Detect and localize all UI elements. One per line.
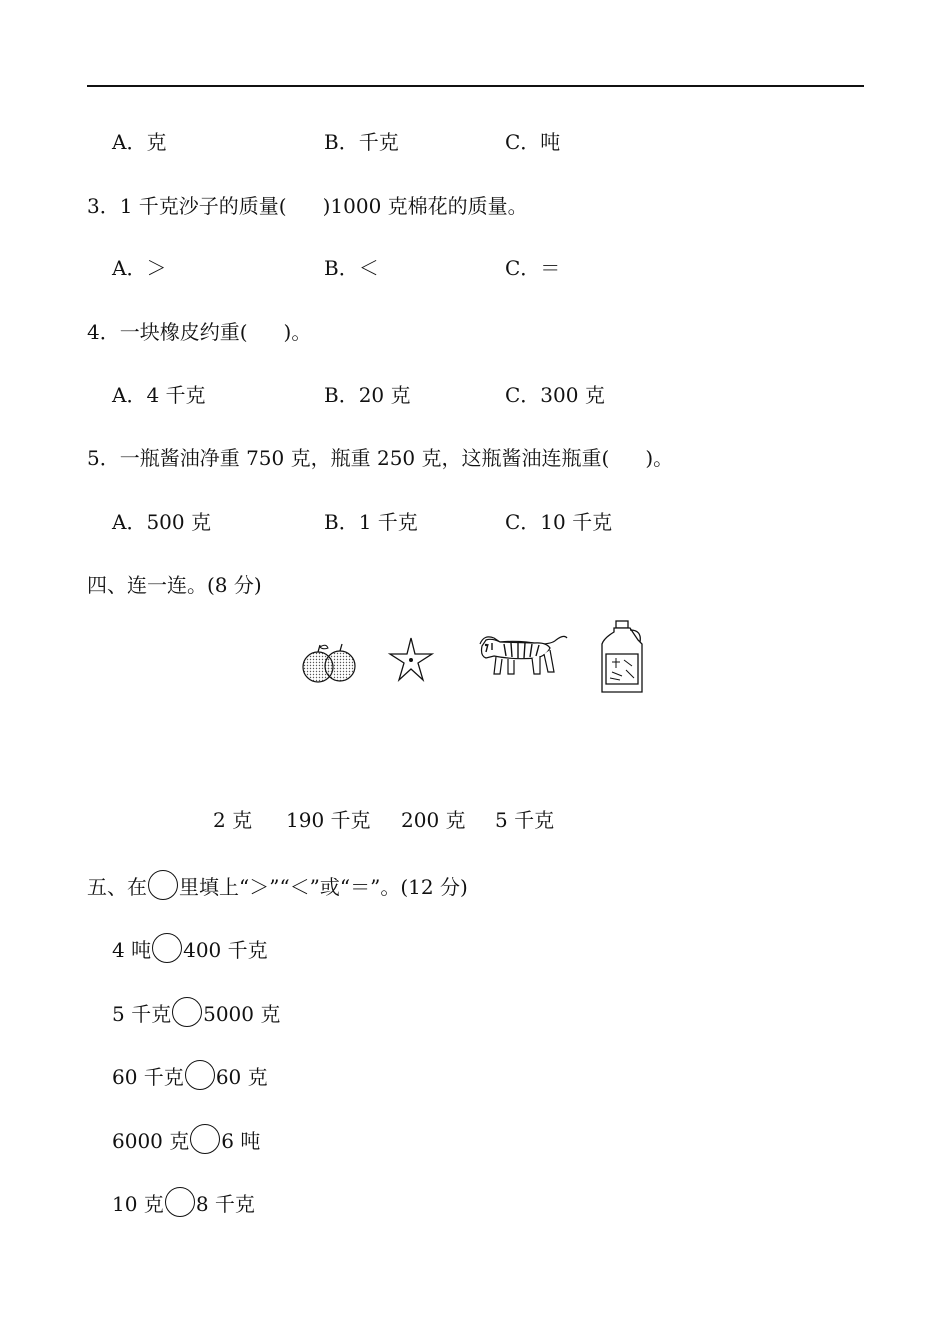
compare-left: 10 克	[112, 1192, 164, 1216]
question-5	[87, 446, 673, 470]
compare-row	[112, 1060, 268, 1090]
compare-row	[112, 933, 268, 963]
question-5-text-pre: 5．一瓶酱油净重 750 克，瓶重 250 克，这瓶酱油连瓶重(	[87, 446, 610, 470]
compare-left: 4 吨	[112, 938, 152, 962]
compare-circle-input[interactable]	[172, 997, 202, 1027]
question-5-text-post: )。	[645, 446, 674, 470]
weight-label-190kg[interactable]: 190 千克	[286, 808, 371, 832]
section-5-title-pre: 五、在	[87, 875, 147, 899]
section-5-title-post: 里填上“＞”“＜”或“＝”。(12 分)	[179, 875, 468, 899]
weight-label-200g[interactable]: 200 克	[401, 808, 466, 832]
section-5-title	[87, 870, 468, 900]
question-3-text-pre: 3．1 千克沙子的质量(	[87, 194, 287, 218]
q2-option-b[interactable]: B．千克	[324, 130, 399, 154]
weight-label-5kg[interactable]: 5 千克	[495, 808, 555, 832]
compare-row	[112, 1187, 255, 1217]
question-3	[87, 194, 528, 218]
q5-option-b[interactable]: B．1 千克	[324, 510, 418, 534]
q3-option-a[interactable]: A．＞	[112, 256, 167, 280]
compare-left: 5 千克	[112, 1002, 172, 1026]
circle-blank-icon	[148, 870, 178, 900]
compare-circle-input[interactable]	[190, 1124, 220, 1154]
q5-option-c[interactable]: C．10 千克	[505, 510, 613, 534]
compare-right: 6 吨	[221, 1129, 261, 1153]
oil-bottle-picture[interactable]	[596, 618, 648, 696]
compare-row	[112, 997, 280, 1027]
compare-right: 8 千克	[195, 1192, 255, 1216]
q2-option-c[interactable]: C．吨	[505, 130, 561, 154]
compare-left: 6000 克	[112, 1129, 190, 1153]
q3-option-c[interactable]: C．＝	[505, 256, 561, 280]
compare-circle-input[interactable]	[152, 933, 182, 963]
question-4-text-post: )。	[283, 320, 312, 344]
section-4-title: 四、连一连。(8 分)	[87, 573, 262, 597]
compare-circle-input[interactable]	[185, 1060, 215, 1090]
q2-option-a[interactable]: A．克	[112, 130, 167, 154]
question-4-text-pre: 4．一块橡皮约重(	[87, 320, 248, 344]
q4-option-a[interactable]: A．4 千克	[112, 383, 206, 407]
compare-right: 60 克	[215, 1065, 268, 1089]
compare-left: 60 千克	[112, 1065, 184, 1089]
tiger-picture[interactable]	[474, 630, 570, 680]
header-rule	[87, 85, 864, 87]
question-4	[87, 320, 311, 344]
question-3-text-post: )1000 克棉花的质量。	[322, 194, 528, 218]
apples-picture[interactable]	[300, 640, 360, 686]
compare-right: 5000 克	[203, 1002, 281, 1026]
q5-option-a[interactable]: A．500 克	[112, 510, 211, 534]
weight-label-2g[interactable]: 2 克	[213, 808, 253, 832]
compare-row	[112, 1124, 260, 1154]
q3-option-b[interactable]: B．＜	[324, 256, 379, 280]
q4-option-c[interactable]: C．300 克	[505, 383, 605, 407]
compare-circle-input[interactable]	[165, 1187, 195, 1217]
compare-right: 400 千克	[183, 938, 268, 962]
q4-option-b[interactable]: B．20 克	[324, 383, 411, 407]
starfish-picture[interactable]	[386, 634, 436, 684]
